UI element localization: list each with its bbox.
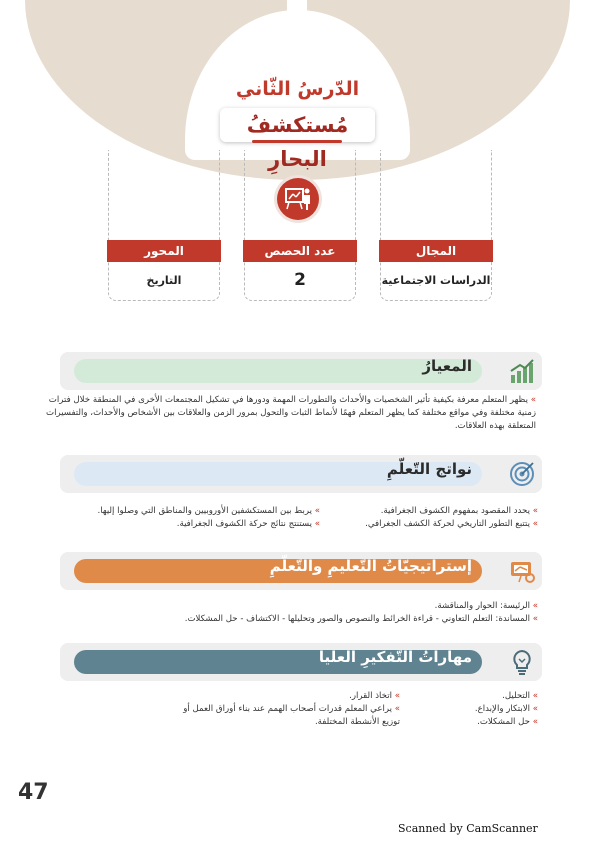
outcomes-title: نواتج التّعلّمِ	[386, 460, 472, 478]
presentation-icon	[277, 178, 319, 220]
thinking-title: مهاراتُ التّفكيرِ العليا	[318, 648, 472, 666]
strategies-list	[110, 600, 538, 626]
list-item: » التحليل.	[502, 691, 538, 701]
lesson-title: مُستكشفُ البحارِ	[220, 108, 375, 142]
growth-chart-icon	[508, 357, 536, 385]
list-item: » الابتكار والإبداع.	[474, 704, 538, 714]
page-number: 47	[18, 780, 49, 805]
arch-tip	[287, 0, 307, 22]
info-value-periods: 2	[294, 270, 306, 290]
info-head-periods: عدد الحصص	[243, 240, 357, 262]
skill-text: التحليل.	[502, 691, 530, 701]
board-icon	[508, 557, 536, 585]
outcome-text: يستنتج نتائج حركة الكشوف الجغرافية.	[176, 519, 312, 529]
title-underline	[252, 140, 342, 143]
strategy-support: المساندة: التعلم التعاوني - قراءة الخرائط والنصوص والصور وتحليلها - الاكتشاف - حل المشكلات.	[184, 614, 530, 624]
strategies-header	[60, 552, 542, 590]
strategy-main: الرئيسة: الحوار والمناقشة.	[434, 601, 530, 611]
list-item: » يربط بين المستكشفين الأوروبيين والمناطق التي وصلوا إليها.	[97, 506, 320, 516]
standard-text: يظهر المتعلم معرفة بكيفية تأثير الشخصيات والأحداث والتطورات المهمة ودورها في تشكيل المجتمعات الأخرى في المنطقة خلال فترات زمنية مختلفة وفي مواقع مختلفة كما يظهر المتعلم فهمًا لأنماط الثبات والتحول بمرور الزمن والعلاقات بين الأشخاص والأحداث، والتفسيرات المتعلقة بهذه العلاقات.	[45, 395, 536, 431]
list-item: » يتتبع التطور التاريخي لحركة الكشف الجغرافي.	[365, 519, 538, 529]
thinking-right-list	[400, 690, 538, 729]
info-box-field	[380, 150, 492, 301]
info-head-field: المجال	[379, 240, 493, 262]
target-icon	[508, 460, 536, 488]
lightbulb-icon	[508, 648, 536, 676]
skill-text: اتخاذ القرار.	[349, 691, 392, 701]
standard-title: المعيارُ	[422, 357, 472, 375]
info-value-axis: التاريخ	[146, 274, 182, 287]
info-box-axis	[108, 150, 220, 301]
skill-text: الابتكار والإبداع.	[474, 704, 530, 714]
outcome-text: يربط بين المستكشفين الأوروبيين والمناطق التي وصلوا إليها.	[97, 506, 312, 516]
outcomes-right-list	[330, 505, 538, 531]
list-item: » يحدد المقصود بمفهوم الكشوف الجغرافية.	[380, 506, 538, 516]
outcome-text: يتتبع التطور التاريخي لحركة الكشف الجغرافي.	[365, 519, 530, 529]
thinking-header	[60, 643, 542, 681]
thinking-left-list	[178, 690, 400, 729]
scanner-watermark: Scanned by CamScanner	[398, 822, 538, 835]
strategies-title: إستراتيجيّاتُ التّعليمِ والتّعلّمِ	[269, 557, 472, 575]
info-value-field: الدراسات الاجتماعية	[381, 274, 491, 287]
outcomes-header	[60, 455, 542, 493]
outcomes-left-list	[92, 505, 320, 531]
list-item: » الرئيسة: الحوار والمناقشة.	[434, 601, 538, 611]
standard-header	[60, 352, 542, 390]
standard-text-block: » يظهر المتعلم معرفة بكيفية تأثير الشخصيات والأحداث والتطورات المهمة ودورها في تشكيل المجتمعات الأخرى في المنطقة خلال فترات زمنية مختلفة وفي مواقع مختلفة كما يظهر المتعلم فهمًا لأنماط الثبات والتحول بمرور الزمن والعلاقات بين الأشخاص والأحداث، والتفسيرات المتعلقة بهذه العلاقات.	[45, 395, 536, 431]
info-box-periods	[244, 150, 356, 301]
skill-text: حل المشكلات.	[477, 717, 530, 727]
list-item: » يستنتج نتائج حركة الكشوف الجغرافية.	[176, 519, 320, 529]
list-item: » يراعي المعلم قدرات أصحاب الهمم عند بناء أوراق العمل أو توزيع الأنشطة المختلفة.	[183, 704, 400, 727]
list-item: » المساندة: التعلم التعاوني - قراءة الخرائط والنصوص والصور وتحليلها - الاكتشاف - حل المشكلات.	[184, 614, 538, 624]
standard-bar	[74, 359, 482, 383]
info-head-axis: المحور	[107, 240, 221, 262]
skill-text: يراعي المعلم قدرات أصحاب الهمم عند بناء أوراق العمل أو توزيع الأنشطة المختلفة.	[183, 704, 400, 727]
outcome-text: يحدد المقصود بمفهوم الكشوف الجغرافية.	[380, 506, 530, 516]
list-item: » اتخاذ القرار.	[349, 691, 400, 701]
lesson-label: الدّرسُ الثّاني	[235, 78, 360, 100]
list-item: » حل المشكلات.	[477, 717, 538, 727]
